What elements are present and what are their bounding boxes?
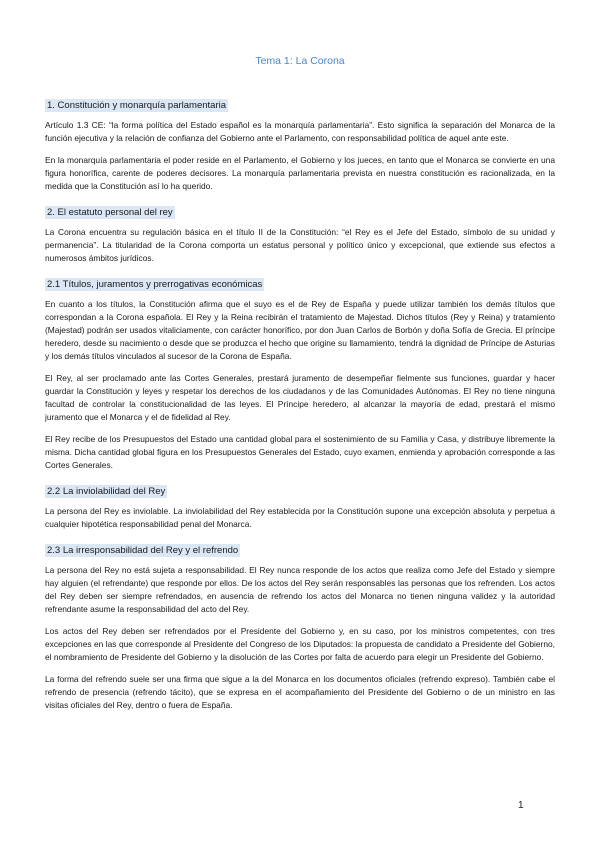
document-body (45, 95, 555, 721)
section-irresponsabilidad (45, 540, 555, 712)
section-titulos-juramentos (45, 274, 555, 472)
page-number: 1 (518, 800, 524, 811)
paragraph: La persona del Rey no está sujeta a responsabilidad. El Rey nunca responde de los actos que realiza como Jefe del Estado y siempre hay alguien (el refrendante) que responde por ellos. De los actos del Rey serán responsables las personas que los refrenden. Los actos del Rey deben ser siempre refrendados, en ausencia de refrendo los actos del Monarca no tienen ninguna validez y la autoridad refrendante asume la responsabilidad del acto del Rey. (45, 565, 555, 614)
section-heading: 1. Constitución y monarquía parlamentaria (47, 100, 227, 111)
page-title: Tema 1: La Corona (255, 55, 345, 67)
paragraph: En cuanto a los títulos, la Constitución afirma que el suyo es el de Rey de España y puede utilizar también los demás títulos que correspondan a la Corona española. El Rey y la Reina recibirán el tratamiento de Majestad. Dichos títulos (Rey y Reina) y tratamiento (Majestad) podrán ser usados vitaliciamente, con carácter honorífico, por don Juan Carlos de Borbón y doña Sofía de Grecia. El príncipe heredero, desde su nacimiento o desde que se produzca el hecho que origine su llamamiento, tendrá la dignidad de Príncipe de Asturias y los demás títulos vinculados al sucesor de la Corona de España. (45, 299, 555, 361)
section-estatuto-personal (45, 202, 555, 265)
paragraph: El Rey, al ser proclamado ante las Cortes Generales, prestará juramento de desempeñar fielmente sus funciones, guardar y hacer guardar la Constitución y leyes y respetar los derechos de los ciudadanos y de las Comunidades Autónomas. El Rey no tiene ninguna facultad de controlar la constitucionalidad de las leyes. El Príncipe heredero, al alcanzar la mayoría de edad, prestará el mismo juramento que el Monarca y el de fidelidad al Rey. (45, 373, 555, 422)
paragraph: La forma del refrendo suele ser una firma que sigue a la del Monarca en los documentos oficiales (refrendo expreso). También cabe el refrendo de presencia (refrendo tácito), que se expresa en el acompañamiento del Presidente del Gobierno o de un ministro en las visitas oficiales del Rey, dentro o fuera de España. (45, 674, 555, 710)
subsection-heading: 2.3 La irresponsabilidad del Rey y el refrendo (47, 545, 239, 556)
paragraph: En la monarquía parlamentaria el poder reside en el Parlamento, el Gobierno y los jueces, en tanto que el Monarca se convierte en una figura honorífica, carente de poderes decisores. La monarquía parlamentaria prevista en nuestra constitución es racionalizada, en la medida que la Constitución así lo ha querido. (45, 155, 555, 191)
paragraph: La Corona encuentra su regulación básica en el título II de la Constitución: “el Rey es el Jefe del Estado, símbolo de su unidad y permanencia”. La titularidad de la Corona comporta un estatus personal y político único y excepcional, que extiende sus efectos a numerosos ámbitos jurídicos. (45, 227, 555, 263)
section-constitucion (45, 95, 555, 193)
paragraph: Artículo 1.3 CE: “la forma política del Estado español es la monarquía parlamentaria”. Esto significa la separación del Monarca de la función ejecutiva y la relación de confianza del Gobierno ante el Parlamento, con responsabilidad política de aquel ante este. (45, 120, 555, 143)
paragraph: El Rey recibe de los Presupuestos del Estado una cantidad global para el sostenimiento de su Familia y Casa, y distribuye libremente la misma. Dicha cantidad global figura en los Presupuestos Generales del Estado, cuyo examen, enmienda y aprobación corresponde a las Cortes Generales. (45, 434, 555, 470)
subsection-heading: 2.1 Títulos, juramentos y prerrogativas económicas (47, 279, 263, 290)
section-heading: 2. El estatuto personal del rey (47, 207, 173, 218)
paragraph: Los actos del Rey deben ser refrendados por el Presidente del Gobierno y, en su caso, por los ministros competentes, con tres excepciones en las que corresponde al Presidente del Congreso de los Diputados: la propuesta de candidato a Presidente del Gobierno, el nombramiento de Presidente del Gobierno y la disolución de las Cortes por falta de acuerdo para elegir un Presidente del Gobierno. (45, 626, 555, 662)
section-inviolabilidad (45, 481, 555, 531)
paragraph: La persona del Rey es inviolable. La inviolabilidad del Rey establecida por la Constitución supone una excepción absoluta y perpetua a cualquier hipotética responsabilidad penal del Monarca. (45, 506, 555, 529)
subsection-heading: 2.2 La inviolabilidad del Rey (47, 486, 166, 497)
